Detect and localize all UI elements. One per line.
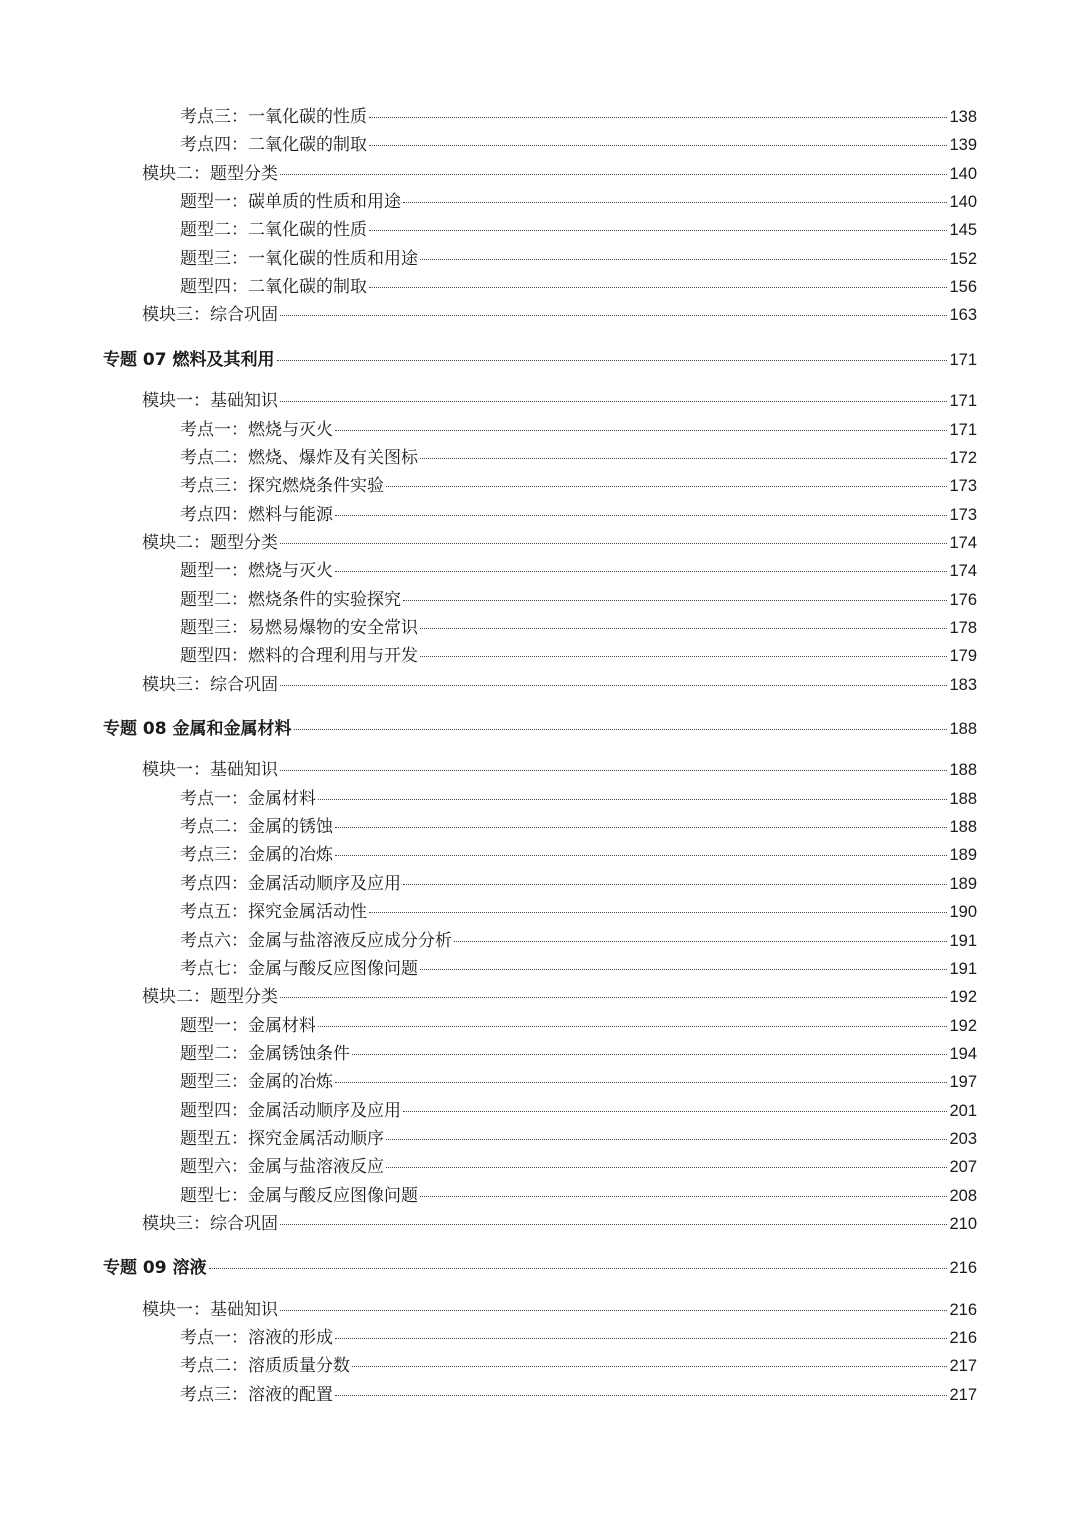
dot-leader bbox=[280, 770, 947, 771]
toc-page-number: 197 bbox=[949, 1073, 977, 1092]
toc-page-number: 173 bbox=[949, 505, 977, 524]
toc-entry[interactable] bbox=[180, 1382, 977, 1408]
toc-entry[interactable] bbox=[180, 1098, 977, 1124]
toc-page-number: 179 bbox=[949, 647, 977, 666]
dot-leader bbox=[420, 458, 947, 459]
toc-entry[interactable] bbox=[180, 1154, 977, 1180]
toc-page-number: 217 bbox=[949, 1357, 977, 1376]
toc-entry-title: 考点二：金属的锈蚀 bbox=[180, 817, 333, 838]
toc-entry[interactable] bbox=[142, 757, 977, 783]
dot-leader bbox=[403, 884, 947, 885]
toc-entry[interactable] bbox=[180, 132, 977, 158]
toc-page-number: 188 bbox=[949, 761, 977, 780]
toc-entry-title: 模块三：综合巩固 bbox=[142, 1213, 278, 1234]
toc-entry-title: 考点四：金属活动顺序及应用 bbox=[180, 873, 401, 894]
toc-page-number: 176 bbox=[949, 590, 977, 609]
dot-leader bbox=[335, 1338, 947, 1339]
dot-leader bbox=[280, 174, 947, 175]
toc-entry-title: 考点四：燃料与能源 bbox=[180, 504, 333, 525]
toc-page-number: 191 bbox=[949, 959, 977, 978]
dot-leader bbox=[403, 600, 947, 601]
toc-page-number: 194 bbox=[949, 1044, 977, 1063]
dot-leader bbox=[277, 360, 948, 361]
toc-page-number: 192 bbox=[949, 988, 977, 1007]
toc-chapter-entry[interactable] bbox=[103, 347, 977, 373]
toc-entry[interactable] bbox=[180, 417, 977, 443]
toc-entry-title: 题型一：燃烧与灭火 bbox=[180, 561, 333, 582]
toc-entry-title: 题型四：燃料的合理利用与开发 bbox=[180, 646, 418, 667]
dot-leader bbox=[209, 1268, 948, 1269]
toc-page-number: 217 bbox=[949, 1385, 977, 1404]
toc-entry[interactable] bbox=[142, 388, 977, 414]
toc-entry-title: 模块二：题型分类 bbox=[142, 532, 278, 553]
toc-entry-title: 题型二：燃烧条件的实验探究 bbox=[180, 589, 401, 610]
dot-leader bbox=[352, 1366, 947, 1367]
toc-page-number: 188 bbox=[949, 789, 977, 808]
toc-entry[interactable] bbox=[142, 161, 977, 187]
toc-page-number: 171 bbox=[949, 420, 977, 439]
toc-entry[interactable] bbox=[180, 246, 977, 272]
toc-entry-title: 专题 09 溶液 bbox=[103, 1258, 207, 1279]
toc-page-number: 174 bbox=[949, 562, 977, 581]
dot-leader bbox=[369, 117, 947, 118]
dot-leader bbox=[335, 1082, 947, 1083]
toc-entry[interactable] bbox=[180, 786, 977, 812]
toc-entry[interactable] bbox=[180, 842, 977, 868]
dot-leader bbox=[454, 941, 947, 942]
toc-page-number: 171 bbox=[949, 350, 977, 369]
toc-entry[interactable] bbox=[180, 1325, 977, 1351]
toc-entry-title: 模块三：综合巩固 bbox=[142, 674, 278, 695]
toc-entry-title: 考点三：一氧化碳的性质 bbox=[180, 107, 367, 127]
toc-page-number: 188 bbox=[949, 818, 977, 837]
toc-entry-title: 题型三：易燃易爆物的安全常识 bbox=[180, 618, 418, 638]
dot-leader bbox=[420, 259, 947, 260]
toc-chapter-entry[interactable] bbox=[103, 716, 977, 742]
dot-leader bbox=[335, 855, 947, 856]
toc-entry-title: 题型六：金属与盐溶液反应 bbox=[180, 1157, 384, 1178]
toc-entry[interactable] bbox=[180, 502, 977, 528]
toc-entry[interactable] bbox=[180, 189, 977, 215]
toc-entry-title: 题型七：金属与酸反应图像问题 bbox=[180, 1185, 418, 1206]
toc-entry-title: 考点三：探究燃烧条件实验 bbox=[180, 476, 384, 497]
toc-chapter-entry[interactable] bbox=[103, 1255, 977, 1281]
toc-entry[interactable] bbox=[180, 814, 977, 840]
toc-entry[interactable] bbox=[180, 1069, 977, 1095]
dot-leader bbox=[369, 912, 947, 913]
dot-leader bbox=[386, 1139, 947, 1140]
toc-entry[interactable] bbox=[180, 1041, 977, 1067]
toc-entry[interactable] bbox=[180, 1353, 977, 1379]
toc-entry[interactable] bbox=[180, 956, 977, 982]
dot-leader bbox=[335, 515, 947, 516]
toc-entry[interactable] bbox=[142, 530, 977, 556]
toc-entry-title: 考点三：金属的冶炼 bbox=[180, 845, 333, 866]
toc-page-number: 207 bbox=[949, 1158, 977, 1177]
toc-page-number: 173 bbox=[949, 477, 977, 496]
toc-entry-title: 题型三：一氧化碳的性质和用途 bbox=[180, 248, 418, 269]
toc-entry[interactable] bbox=[142, 672, 977, 698]
toc-entry-title: 考点一：燃烧与灭火 bbox=[180, 419, 333, 440]
dot-leader bbox=[420, 1196, 947, 1197]
dot-leader bbox=[386, 1167, 947, 1168]
dot-leader bbox=[318, 799, 947, 800]
dot-leader bbox=[294, 729, 948, 730]
toc-entry[interactable] bbox=[142, 302, 977, 328]
toc-page-number: 208 bbox=[949, 1186, 977, 1205]
toc-page-number: 192 bbox=[949, 1016, 977, 1035]
toc-entry-title: 考点二：溶质质量分数 bbox=[180, 1356, 350, 1377]
toc-page-number: 216 bbox=[949, 1300, 977, 1319]
dot-leader bbox=[280, 1224, 947, 1225]
toc-entry[interactable] bbox=[180, 473, 977, 499]
dot-leader bbox=[403, 202, 947, 203]
dot-leader bbox=[420, 969, 947, 970]
toc-page-number: 183 bbox=[949, 675, 977, 694]
toc-page-number: 188 bbox=[949, 720, 977, 738]
toc-page-number: 156 bbox=[949, 278, 977, 297]
toc-entry[interactable] bbox=[142, 984, 977, 1010]
dot-leader bbox=[335, 571, 947, 572]
dot-leader bbox=[369, 230, 947, 231]
dot-leader bbox=[369, 287, 947, 288]
toc-entry[interactable] bbox=[180, 871, 977, 897]
dot-leader bbox=[369, 145, 947, 146]
dot-leader bbox=[280, 997, 947, 998]
dot-leader bbox=[280, 401, 947, 402]
toc-page-number: 203 bbox=[949, 1129, 977, 1148]
dot-leader bbox=[335, 827, 947, 828]
toc-page-number: 139 bbox=[949, 136, 977, 155]
dot-leader bbox=[318, 1026, 947, 1027]
dot-leader bbox=[335, 430, 947, 431]
dot-leader bbox=[280, 685, 947, 686]
toc-entry-title: 题型二：二氧化碳的性质 bbox=[180, 220, 367, 241]
toc-page-number: 210 bbox=[949, 1214, 977, 1233]
toc-entry[interactable] bbox=[180, 1183, 977, 1209]
toc-page-number: 189 bbox=[949, 874, 977, 893]
toc-entry[interactable] bbox=[180, 643, 977, 669]
toc-entry-title: 题型四：金属活动顺序及应用 bbox=[180, 1100, 401, 1121]
dot-leader bbox=[420, 656, 947, 657]
toc-entry-title: 专题 08 金属和金属材料 bbox=[103, 719, 292, 739]
toc-entry-title: 考点三：溶液的配置 bbox=[180, 1384, 333, 1405]
toc-entry-title: 模块二：题型分类 bbox=[142, 987, 278, 1008]
toc-entry[interactable] bbox=[180, 615, 977, 641]
toc-page-number: 140 bbox=[949, 193, 977, 211]
toc-entry-title: 题型五：探究金属活动顺序 bbox=[180, 1128, 384, 1149]
dot-leader bbox=[280, 315, 947, 316]
toc-page-number: 172 bbox=[949, 448, 977, 467]
toc-entry-title: 模块二：题型分类 bbox=[142, 163, 278, 184]
toc-entry-title: 考点五：探究金属活动性 bbox=[180, 902, 367, 923]
toc-page-number: 174 bbox=[949, 533, 977, 552]
toc-entry-title: 专题 07 燃料及其利用 bbox=[103, 349, 275, 370]
toc-page-number: 171 bbox=[949, 392, 977, 411]
toc-entry[interactable] bbox=[180, 558, 977, 584]
toc-entry-title: 模块一：基础知识 bbox=[142, 1299, 278, 1320]
dot-leader bbox=[352, 1054, 947, 1055]
toc-entry-title: 题型一：金属材料 bbox=[180, 1015, 316, 1036]
toc-entry-title: 考点二：燃烧、爆炸及有关图标 bbox=[180, 447, 418, 468]
toc-entry[interactable] bbox=[180, 445, 977, 471]
toc-page-number: 163 bbox=[949, 306, 977, 325]
toc-page-number: 189 bbox=[949, 846, 977, 865]
toc-entry-title: 模块一：基础知识 bbox=[142, 760, 278, 781]
dot-leader bbox=[280, 543, 947, 544]
toc-entry-title: 考点六：金属与盐溶液反应成分分析 bbox=[180, 930, 452, 951]
toc-page-number: 191 bbox=[949, 931, 977, 950]
toc-page-number: 145 bbox=[949, 221, 977, 240]
toc-entry-title: 考点一：溶液的形成 bbox=[180, 1328, 333, 1348]
toc-page-number: 190 bbox=[949, 903, 977, 922]
toc-entry-title: 题型二：金属锈蚀条件 bbox=[180, 1043, 350, 1064]
toc-entry-title: 题型三：金属的冶炼 bbox=[180, 1072, 333, 1093]
toc-entry[interactable] bbox=[142, 1297, 977, 1323]
toc-entry-title: 考点一：金属材料 bbox=[180, 788, 316, 809]
toc-entry-title: 题型四：二氧化碳的制取 bbox=[180, 277, 367, 298]
dot-leader bbox=[420, 628, 947, 629]
toc-page-number: 140 bbox=[949, 164, 977, 183]
dot-leader bbox=[403, 1111, 947, 1112]
toc-entry-title: 模块一：基础知识 bbox=[142, 391, 278, 412]
toc-page-number: 152 bbox=[949, 249, 977, 268]
toc-entry[interactable] bbox=[180, 274, 977, 300]
dot-leader bbox=[335, 1395, 947, 1396]
toc-entry[interactable] bbox=[180, 928, 977, 954]
toc-page-number: 138 bbox=[949, 108, 977, 126]
dot-leader bbox=[386, 486, 947, 487]
toc-entry[interactable] bbox=[180, 217, 977, 243]
toc-page-number: 178 bbox=[949, 619, 977, 637]
toc-entry[interactable] bbox=[180, 1013, 977, 1039]
toc-entry[interactable] bbox=[180, 1126, 977, 1152]
toc-entry[interactable] bbox=[180, 104, 977, 130]
toc-entry-title: 模块三：综合巩固 bbox=[142, 305, 278, 326]
toc-entry-title: 题型一：碳单质的性质和用途 bbox=[180, 192, 401, 212]
toc-entry-title: 考点七：金属与酸反应图像问题 bbox=[180, 958, 418, 979]
dot-leader bbox=[280, 1310, 947, 1311]
toc-entry[interactable] bbox=[180, 899, 977, 925]
toc-page-number: 201 bbox=[949, 1101, 977, 1120]
toc-entry-title: 考点四：二氧化碳的制取 bbox=[180, 135, 367, 156]
toc-entry[interactable] bbox=[142, 1211, 977, 1237]
toc-entry[interactable] bbox=[180, 587, 977, 613]
toc-page-number: 216 bbox=[949, 1259, 977, 1278]
toc-page-number: 216 bbox=[949, 1329, 977, 1347]
